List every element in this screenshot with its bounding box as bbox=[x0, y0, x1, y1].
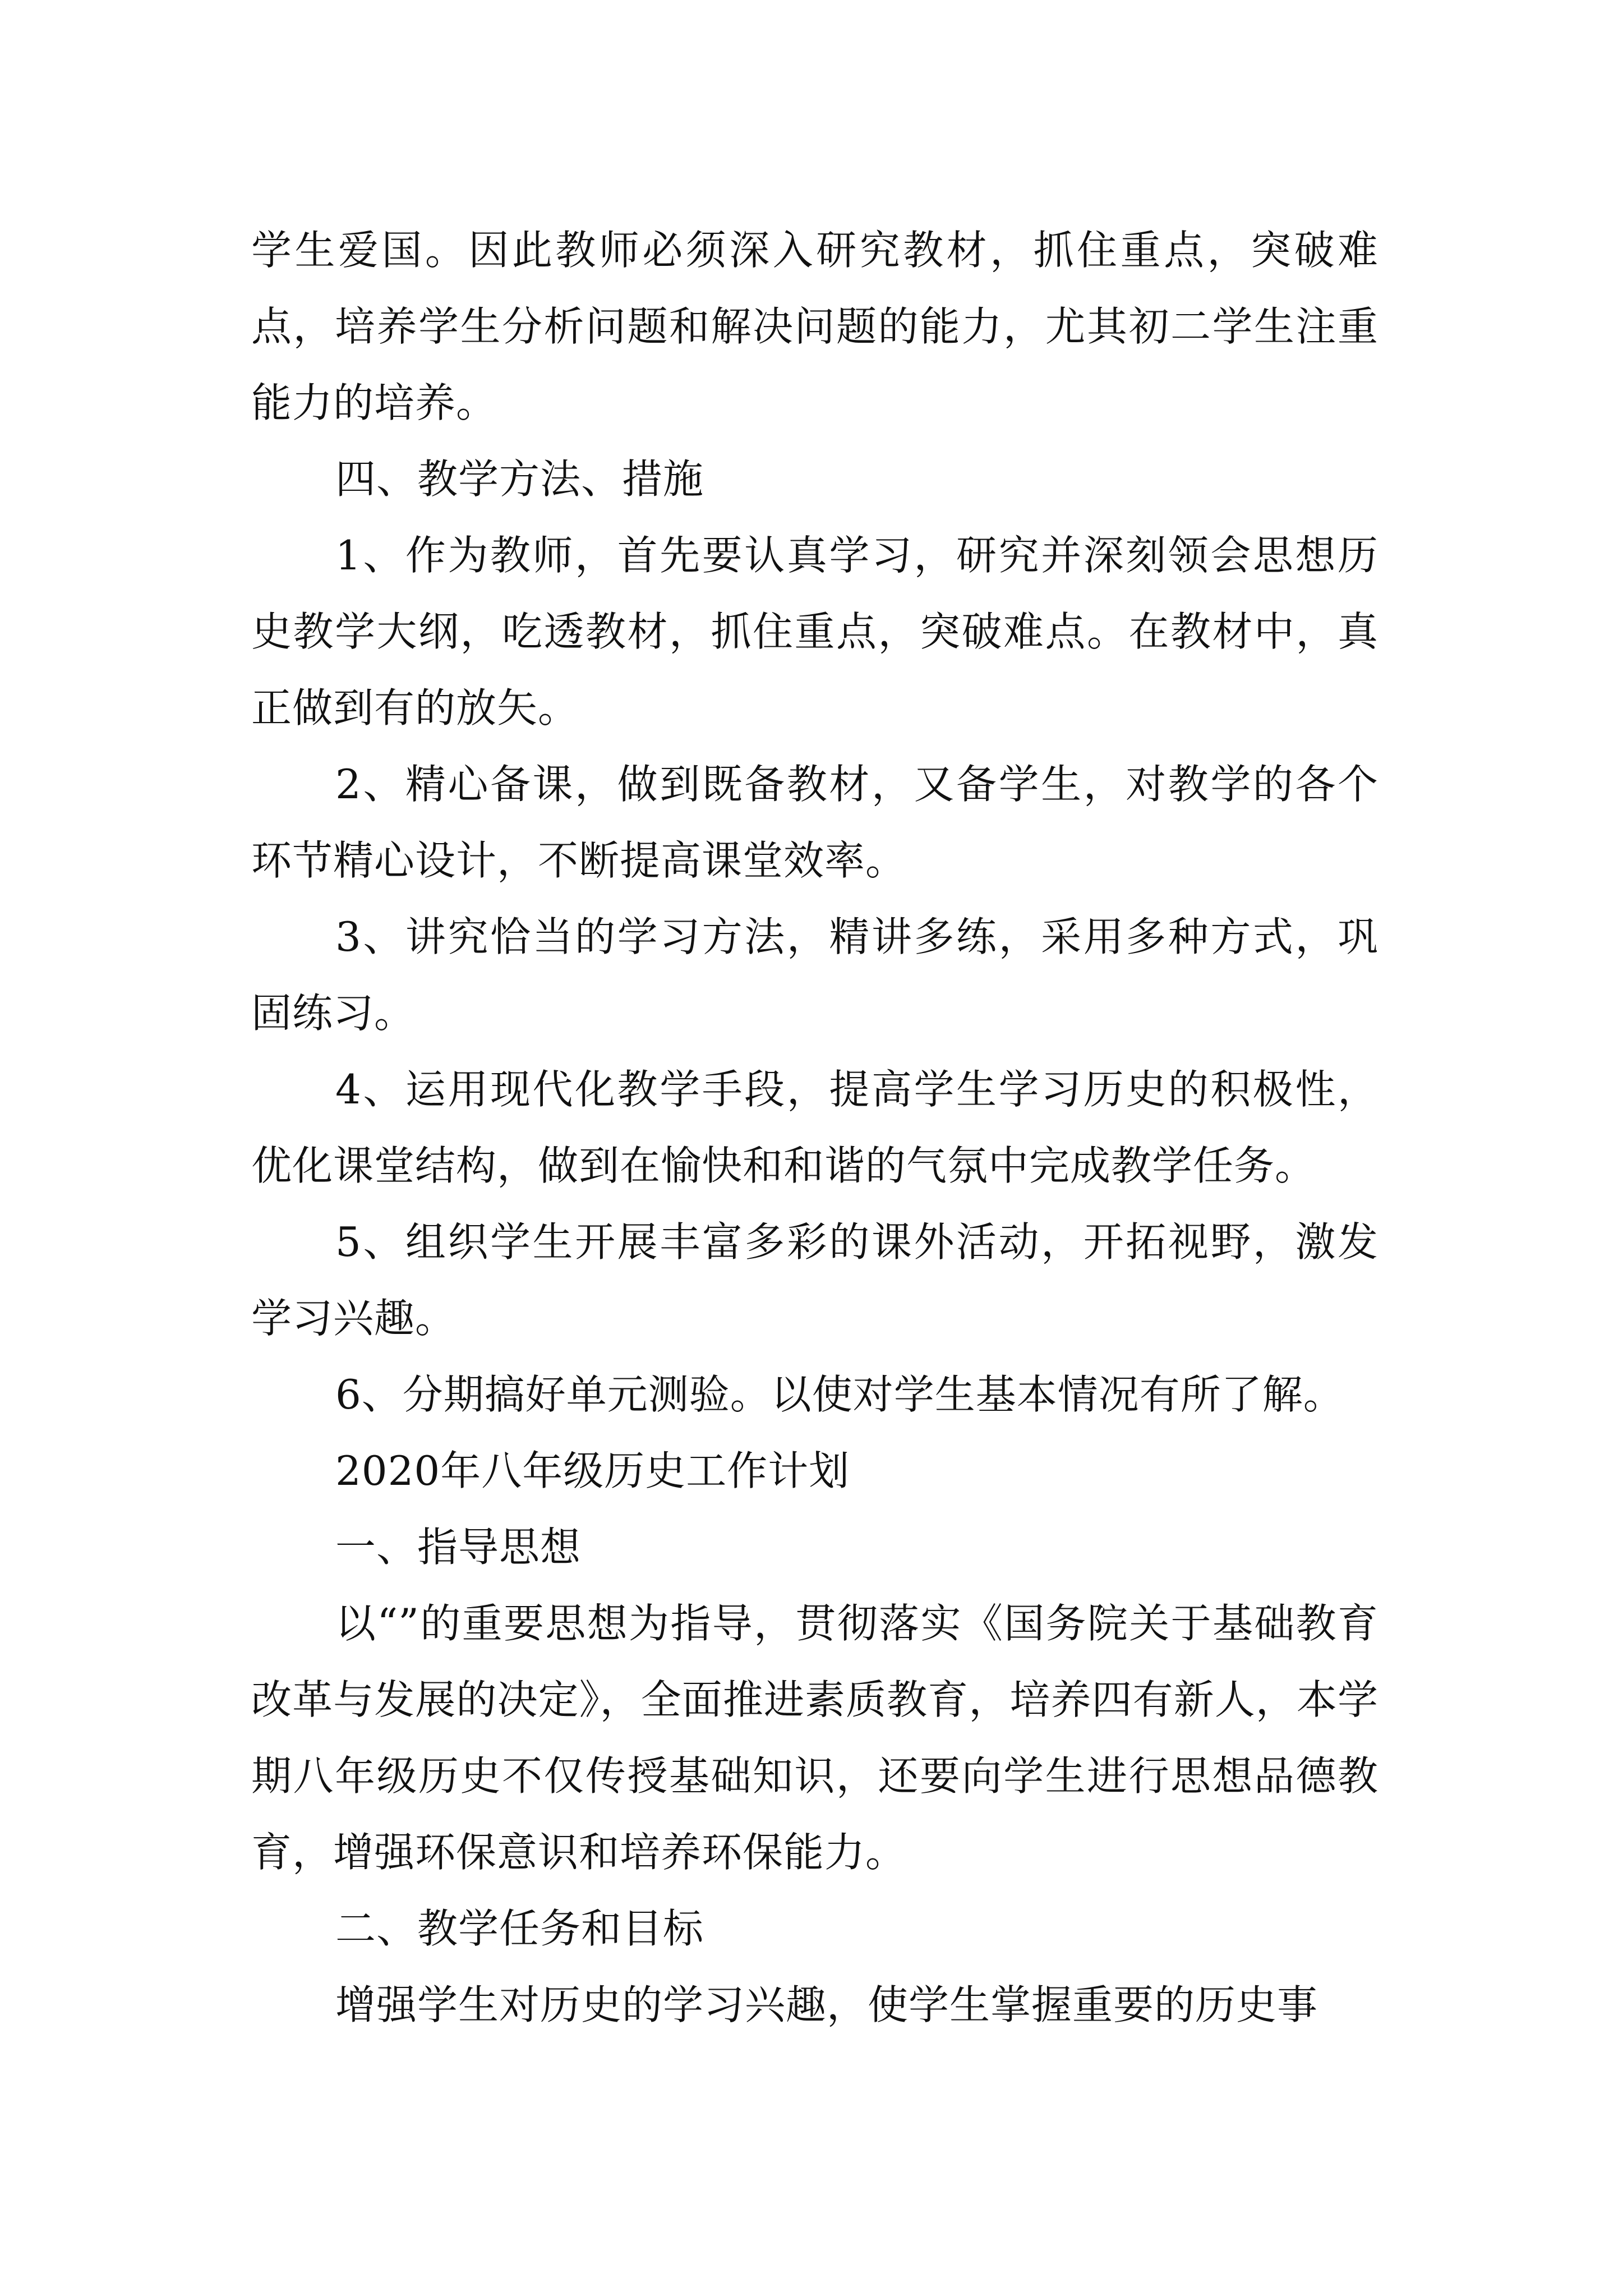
heading-guiding-ideology: 一、指导思想 bbox=[335, 1524, 582, 1571]
list-item-2: 2、精心备课，做到既备教材，又备学生，对教学的各个环节精心设计，不断提高课堂效率。 bbox=[251, 761, 1378, 884]
list-item-5: 5、组织学生开展丰富多彩的课外活动，开拓视野，激发学习兴趣。 bbox=[251, 1218, 1378, 1342]
list-item-4: 4、运用现代化教学手段，提高学生学习历史的积极性，优化课堂结构，做到在愉快和和谐的气氛中完成教学任务。 bbox=[251, 1066, 1378, 1189]
list-item-3: 3、讲究恰当的学习方法，精讲多练，采用多种方式，巩固练习。 bbox=[251, 913, 1378, 1037]
paragraph-guiding-ideology: 以“”的重要思想为指导，贯彻落实《国务院关于基础教育改革与发展的决定》，全面推进素质教育，培养四有新人，本学期八年级历史不仅传授基础知识，还要向学生进行思想品德教育，增强环保意识和培养环保能力。 bbox=[251, 1600, 1378, 1876]
list-item-1: 1、作为教师，首先要认真学习，研究并深刻领会思想历史教学大纲，吃透教材，抓住重点，突破难点。在教材中，真正做到有的放矢。 bbox=[251, 532, 1378, 731]
document-body bbox=[251, 212, 1378, 2043]
heading-tasks-and-goals: 二、教学任务和目标 bbox=[335, 1905, 704, 1952]
paragraph-intro-continued: 学生爱国。因此教师必须深入研究教材，抓住重点，突破难点，培养学生分析问题和解决问题的能力，尤其初二学生注重能力的培养。 bbox=[251, 227, 1378, 426]
heading-teaching-methods: 四、教学方法、措施 bbox=[335, 455, 704, 503]
paragraph-tasks-and-goals: 增强学生对历史的学习兴趣，使学生掌握重要的历史事 bbox=[335, 1981, 1318, 2028]
section-title-work-plan: 2020年八年级历史工作计划 bbox=[335, 1447, 850, 1494]
list-item-6: 6、分期搞好单元测验。以使对学生基本情况有所了解。 bbox=[335, 1371, 1344, 1418]
